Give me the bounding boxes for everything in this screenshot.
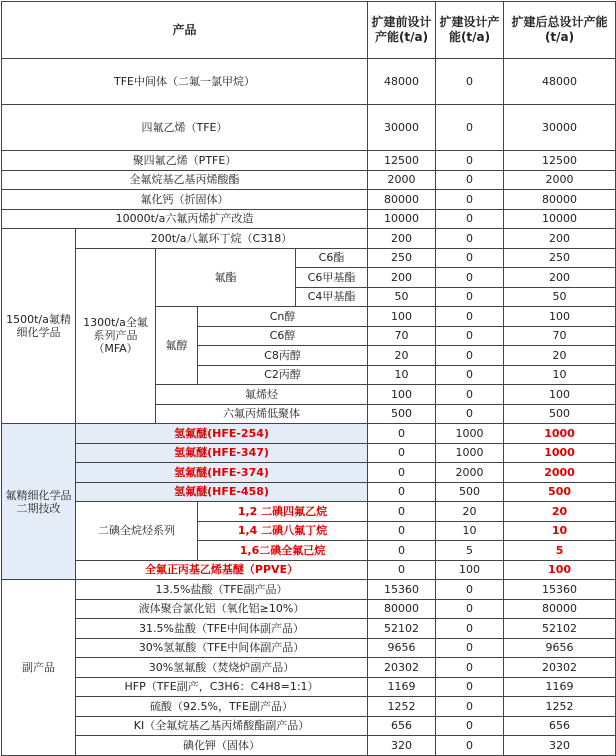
expansion-value: 0 — [436, 151, 504, 171]
expansion-value: 0 — [436, 580, 504, 600]
expansion-value: 0 — [436, 59, 504, 105]
before-value: 0 — [368, 502, 436, 522]
after-value: 30000 — [504, 105, 616, 151]
product-name: 聚四氟乙烯（PTFE） — [2, 151, 368, 171]
product-name: 碘化钾（固体） — [76, 736, 368, 756]
before-value: 10 — [368, 365, 436, 385]
table-row — [2, 424, 616, 444]
after-value: 1169 — [504, 677, 616, 697]
expansion-value: 0 — [436, 268, 504, 288]
table-row — [2, 248, 616, 268]
after-value: 100 — [504, 385, 616, 405]
product-name: 1,4 二碘八氟丁烷 — [198, 521, 368, 541]
before-value: 0 — [368, 521, 436, 541]
before-value: 20302 — [368, 658, 436, 678]
expansion-value: 20 — [436, 502, 504, 522]
expansion-value: 0 — [436, 677, 504, 697]
product-name: KI（全氟烷基乙基丙烯酸酯副产品） — [76, 716, 368, 736]
table-row — [2, 716, 616, 736]
table-row — [2, 580, 616, 600]
before-value: 20 — [368, 346, 436, 366]
expansion-value: 0 — [436, 326, 504, 346]
group-mfa-1300: 1300t/a全氟系列产品（MFA） — [76, 248, 156, 424]
product-name: C6醇 — [198, 326, 368, 346]
before-value: 2000 — [368, 170, 436, 190]
group-ester: 氟酯 — [156, 248, 296, 307]
after-value: 5 — [504, 541, 616, 561]
expansion-value: 500 — [436, 482, 504, 502]
after-value: 320 — [504, 736, 616, 756]
after-value: 500 — [504, 482, 616, 502]
after-value: 1000 — [504, 443, 616, 463]
after-value: 100 — [504, 560, 616, 580]
before-value: 0 — [368, 463, 436, 483]
group-alcohol: 氟醇 — [156, 307, 198, 385]
header-row — [2, 2, 616, 59]
product-name: HFP（TFE副产，C3H6：C4H8=1:1） — [76, 677, 368, 697]
expansion-value: 0 — [436, 307, 504, 327]
group-byproduct: 副产品 — [2, 580, 76, 756]
product-name: C2丙醇 — [198, 365, 368, 385]
after-value: 12500 — [504, 151, 616, 171]
after-value: 10000 — [504, 209, 616, 229]
product-name: 200t/a八氟环丁烷（C318） — [76, 229, 368, 249]
after-value: 70 — [504, 326, 616, 346]
after-value: 20 — [504, 502, 616, 522]
before-value: 0 — [368, 560, 436, 580]
before-value: 50 — [368, 287, 436, 307]
after-value: 2000 — [504, 170, 616, 190]
expansion-value: 1000 — [436, 424, 504, 444]
table-row — [2, 59, 616, 105]
group-diiodo: 二碘全烷烃系列 — [76, 502, 198, 561]
after-value: 10 — [504, 365, 616, 385]
expansion-value: 0 — [436, 619, 504, 639]
product-name: 四氟乙烯（TFE） — [2, 105, 368, 151]
after-value: 100 — [504, 307, 616, 327]
after-value: 20302 — [504, 658, 616, 678]
product-name: 全氟正丙基乙烯基醚（PPVE） — [76, 560, 368, 580]
after-value: 50 — [504, 287, 616, 307]
expansion-value: 0 — [436, 599, 504, 619]
product-name: 液体聚合氯化铝（氧化铝≥10%） — [76, 599, 368, 619]
product-name: 1,6二碘全氟己烷 — [198, 541, 368, 561]
table-row — [2, 599, 616, 619]
expansion-value: 0 — [436, 190, 504, 210]
expansion-value: 0 — [436, 697, 504, 717]
table-row — [2, 151, 616, 171]
expansion-value: 2000 — [436, 463, 504, 483]
before-value: 52102 — [368, 619, 436, 639]
product-name: 氢氟醚(HFE-254) — [76, 424, 368, 444]
product-name: C4甲基酯 — [296, 287, 368, 307]
expansion-value: 0 — [436, 209, 504, 229]
before-value: 9656 — [368, 638, 436, 658]
product-name: 氟化钙（折固体） — [2, 190, 368, 210]
product-name: C8丙醇 — [198, 346, 368, 366]
before-value: 10000 — [368, 209, 436, 229]
table-row — [2, 229, 616, 249]
before-value: 200 — [368, 229, 436, 249]
product-name: 10000t/a六氟丙烯扩产改造 — [2, 209, 368, 229]
before-value: 80000 — [368, 599, 436, 619]
after-value: 200 — [504, 268, 616, 288]
table-row — [2, 170, 616, 190]
table-row — [2, 482, 616, 502]
table-row — [2, 619, 616, 639]
col-header-after: 扩建后总设计产能(t/a) — [504, 2, 616, 59]
expansion-value: 0 — [436, 736, 504, 756]
product-name: 31.5%盐酸（TFE中间体副产品） — [76, 619, 368, 639]
col-header-expansion: 扩建设计产能(t/a) — [436, 2, 504, 59]
before-value: 320 — [368, 736, 436, 756]
before-value: 30000 — [368, 105, 436, 151]
expansion-value: 0 — [436, 385, 504, 405]
expansion-value: 0 — [436, 248, 504, 268]
expansion-value: 0 — [436, 404, 504, 424]
expansion-value: 10 — [436, 521, 504, 541]
table-row — [2, 105, 616, 151]
expansion-value: 100 — [436, 560, 504, 580]
after-value: 250 — [504, 248, 616, 268]
before-value: 12500 — [368, 151, 436, 171]
before-value: 80000 — [368, 190, 436, 210]
after-value: 20 — [504, 346, 616, 366]
expansion-value: 0 — [436, 638, 504, 658]
before-value: 1169 — [368, 677, 436, 697]
after-value: 52102 — [504, 619, 616, 639]
after-value: 48000 — [504, 59, 616, 105]
after-value: 15360 — [504, 580, 616, 600]
expansion-value: 0 — [436, 346, 504, 366]
after-value: 200 — [504, 229, 616, 249]
product-name: 氢氟醚(HFE-374) — [76, 463, 368, 483]
col-header-product: 产品 — [2, 2, 368, 59]
table-row — [2, 209, 616, 229]
table-row — [2, 736, 616, 756]
table-row — [2, 190, 616, 210]
table-row — [2, 443, 616, 463]
product-name: 1,2 二碘四氟乙烷 — [198, 502, 368, 522]
after-value: 10 — [504, 521, 616, 541]
after-value: 500 — [504, 404, 616, 424]
after-value: 656 — [504, 716, 616, 736]
product-name: 六氟丙烯低聚体 — [156, 404, 368, 424]
table-row — [2, 463, 616, 483]
expansion-value: 5 — [436, 541, 504, 561]
before-value: 500 — [368, 404, 436, 424]
after-value: 80000 — [504, 599, 616, 619]
product-name: C6酯 — [296, 248, 368, 268]
expansion-value: 0 — [436, 105, 504, 151]
before-value: 0 — [368, 482, 436, 502]
before-value: 48000 — [368, 59, 436, 105]
product-name: C6甲基酯 — [296, 268, 368, 288]
group-mfa-1500: 1500t/a氟精细化学品 — [2, 229, 76, 424]
after-value: 1252 — [504, 697, 616, 717]
table-row — [2, 502, 616, 522]
before-value: 0 — [368, 443, 436, 463]
table-row — [2, 560, 616, 580]
product-name: 硫酸（92.5%，TFE副产品） — [76, 697, 368, 717]
group-phase2: 氟精细化学品二期技改 — [2, 424, 76, 580]
table-row — [2, 638, 616, 658]
before-value: 0 — [368, 541, 436, 561]
before-value: 1252 — [368, 697, 436, 717]
table-row — [2, 677, 616, 697]
table-row — [2, 658, 616, 678]
expansion-value: 0 — [436, 658, 504, 678]
after-value: 2000 — [504, 463, 616, 483]
product-name: 30%氢氟酸（TFE中间体副产品） — [76, 638, 368, 658]
before-value: 70 — [368, 326, 436, 346]
before-value: 15360 — [368, 580, 436, 600]
expansion-value: 0 — [436, 716, 504, 736]
table-row — [2, 697, 616, 717]
product-name: 13.5%盐酸（TFE副产品） — [76, 580, 368, 600]
before-value: 656 — [368, 716, 436, 736]
product-name: 氢氟醚(HFE-458) — [76, 482, 368, 502]
before-value: 100 — [368, 307, 436, 327]
expansion-value: 0 — [436, 229, 504, 249]
product-name: 氟烯烃 — [156, 385, 368, 405]
product-name: Cn醇 — [198, 307, 368, 327]
expansion-value: 0 — [436, 365, 504, 385]
product-name: 全氟烷基乙基丙烯酸酯 — [2, 170, 368, 190]
capacity-table — [1, 1, 616, 756]
before-value: 250 — [368, 248, 436, 268]
product-name: 30%氢氟酸（焚烧炉副产品） — [76, 658, 368, 678]
product-name: 氢氟醚(HFE-347) — [76, 443, 368, 463]
col-header-before: 扩建前设计产能(t/a) — [368, 2, 436, 59]
expansion-value: 0 — [436, 170, 504, 190]
after-value: 9656 — [504, 638, 616, 658]
expansion-value: 0 — [436, 287, 504, 307]
before-value: 200 — [368, 268, 436, 288]
after-value: 80000 — [504, 190, 616, 210]
after-value: 1000 — [504, 424, 616, 444]
product-name: TFE中间体（二氟一氯甲烷） — [2, 59, 368, 105]
before-value: 0 — [368, 424, 436, 444]
before-value: 100 — [368, 385, 436, 405]
expansion-value: 1000 — [436, 443, 504, 463]
